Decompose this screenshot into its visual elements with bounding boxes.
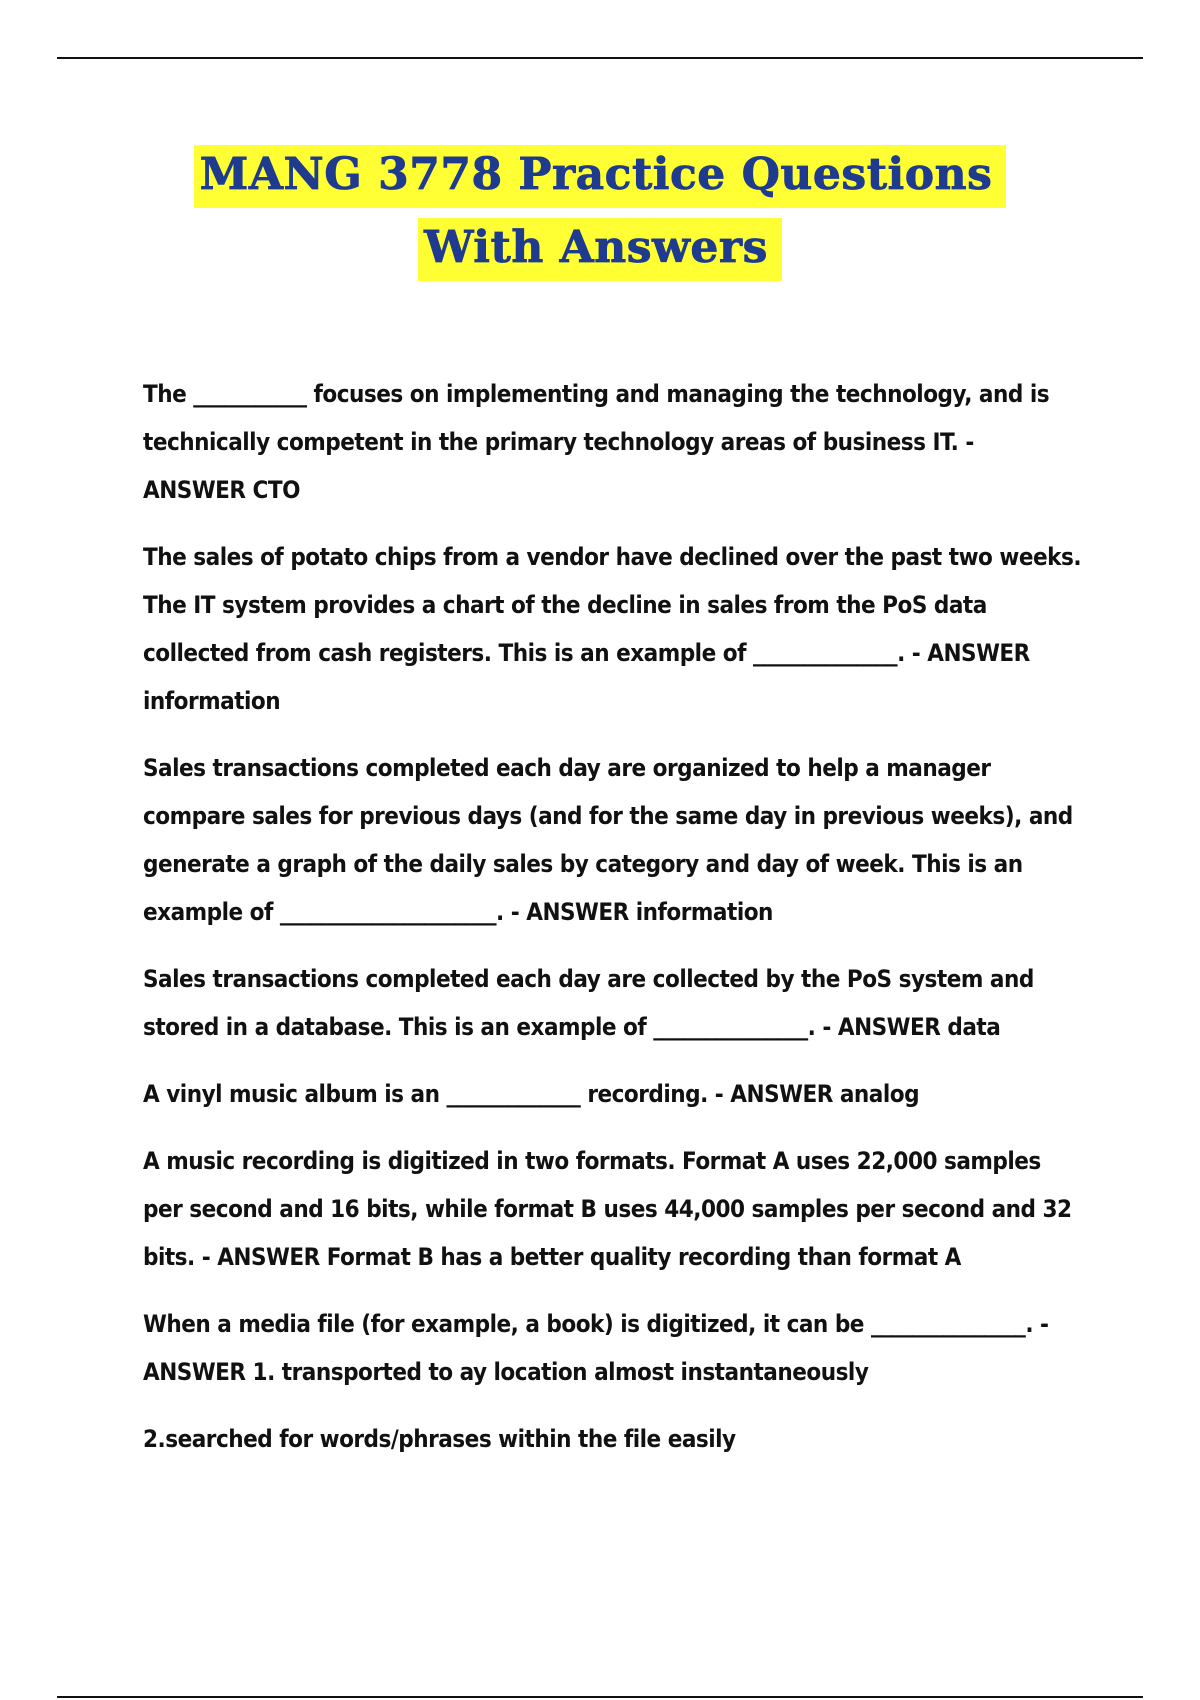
question-media-file: When a media file (for example, a book) is digitized, it can be _______________. - ANSWER 1. transported to ay location almost instantaneously (143, 1310, 1049, 1386)
title-line-2: With Answers (418, 218, 782, 281)
document-title (0, 140, 1200, 286)
top-divider (57, 57, 1143, 59)
bottom-divider (57, 1696, 1143, 1698)
question-sales-collected: Sales transactions completed each day are collected by the PoS system and stored in a database. This is an example of _______________. - ANSWER data (143, 965, 1034, 1041)
title-line-1: MANG 3778 Practice Questions (194, 145, 1007, 208)
question-sales-organized: Sales transactions completed each day are organized to help a manager compare sales for previous days (and for the same day in previous weeks), and generate a graph of the daily sales by category and day of week. This is an example of _____________________. - ANSWER information (143, 754, 1073, 926)
answer-continuation: 2.searched for words/phrases within the file easily (143, 1425, 736, 1453)
title-line-2-wrapper (0, 213, 1200, 286)
question-digitized-formats: A music recording is digitized in two formats. Format A uses 22,000 samples per second and 16 bits, while format B uses 44,000 samples per second and 32 bits. - ANSWER Format B has a better quality recording than format A (143, 1147, 1072, 1271)
question-list (143, 370, 1083, 1482)
question-cto: The ___________ focuses on implementing and managing the technology, and is technically competent in the primary technology areas of business IT. - ANSWER CTO (143, 380, 1050, 504)
question-potato-chips: The sales of potato chips from a vendor have declined over the past two weeks. The IT system provides a chart of the decline in sales from the PoS data collected from cash registers. This is an example of ______________. - ANSWER information (143, 543, 1082, 715)
title-line-1-wrapper (0, 140, 1200, 213)
question-vinyl: A vinyl music album is an _____________ recording. - ANSWER analog (143, 1080, 920, 1108)
